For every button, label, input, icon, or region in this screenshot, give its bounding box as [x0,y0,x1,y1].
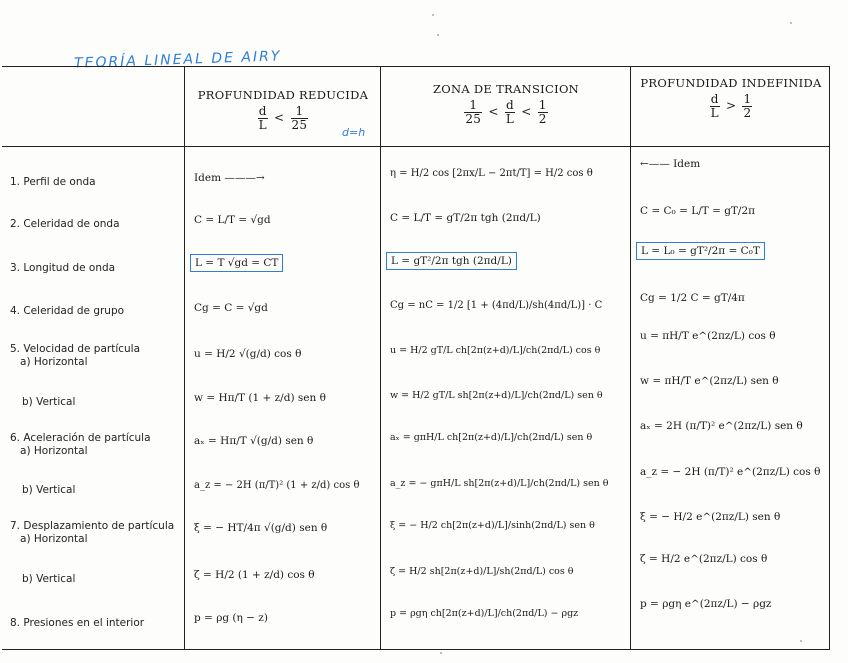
row-label: 3. Longitud de onda [10,262,116,274]
formula-shallow: w = Hπ/T (1 + z/d) sen θ [194,392,326,404]
scan-speck [432,14,434,16]
column-divider [380,66,381,650]
formula-deep-highlighted: L = L₀ = gT²/2π = C₀T [636,242,765,260]
formula-deep: Cg = 1/2 C = gT/4π [640,292,745,304]
formula-shallow-highlighted: L = T √gd = CT [190,254,283,272]
formula-shallow: ξ = − HT/4π √(g/d) sen θ [194,522,328,534]
formula-shallow: Cg = C = √gd [194,302,268,314]
row-label: 2. Celeridad de onda [10,218,120,230]
header-condition: $\frac{d}{L}$ > $\frac{1}{2}$ [710,92,752,120]
row-label: 8. Presiones en el interior [10,617,145,629]
formula-transition: w = H/2 gT/L sh[2π(z+d)/L]/ch(2πd/L) sen θ [390,390,603,401]
formula-deep: ζ = H/2 e^(2πz/L) cos θ [640,553,768,565]
scan-speck [437,34,439,36]
row-label: 5. Velocidad de partícula a) Horizontal [10,343,141,368]
formula-transition: ξ = − H/2 ch[2π(z+d)/L]/sinh(2πd/L) sen θ [390,520,595,531]
scan-speck [790,22,792,24]
formula-transition: u = H/2 gT/L ch[2π(z+d)/L]/ch(2πd/L) cos θ [390,345,601,356]
header-shallow [186,88,380,131]
formula-deep: aₓ = 2H (π/T)² e^(2πz/L) sen θ [640,420,803,432]
formula-deep: a_z = − 2H (π/T)² e^(2πz/L) cos θ [640,466,821,478]
header-condition: $\frac{1}{25}$ < $\frac{d}{L}$ < $\frac{1}{2}$ [465,98,547,126]
row-label: 4. Celeridad de grupo [10,305,125,317]
column-divider [630,66,631,650]
header-condition: $\frac{d}{L}$ < $\frac{1}{25}$ [258,104,308,132]
handwritten-title: TEORÍA LINEAL DE AIRY [73,48,282,72]
row-label: 7. Desplazamiento de partícula a) Horizontal [10,520,175,545]
annotation-d-equals-h: d=h [342,126,366,139]
formula-shallow: Idem ———→ [194,172,265,184]
header-title: PROFUNDIDAD INDEFINIDA [640,76,822,90]
formula-shallow: p = ρg (η − z) [194,612,268,624]
header-transition [382,82,630,125]
header-title: PROFUNDIDAD REDUCIDA [197,88,369,102]
scan-speck [440,652,442,654]
formula-deep: C = C₀ = L/T = gT/2π [640,205,756,217]
formula-transition: ζ = H/2 sh[2π(z+d)/L]/sh(2πd/L) cos θ [390,566,574,577]
formula-transition: aₓ = gπH/L ch[2π(z+d)/L]/ch(2πd/L) sen θ [390,432,593,443]
formula-deep: ξ = − H/2 e^(2πz/L) sen θ [640,511,781,523]
row-label: b) Vertical [22,573,76,585]
formula-transition-highlighted: L = gT²/2π tgh (2πd/L) [386,252,517,270]
formula-shallow: ζ = H/2 (1 + z/d) cos θ [194,569,315,581]
header-divider [2,146,830,147]
column-divider [184,66,185,650]
formula-shallow: a_z = − 2H (π/T)² (1 + z/d) cos θ [194,480,360,491]
formula-transition: a_z = − gπH/L sh[2π(z+d)/L]/ch(2πd/L) sen θ [390,478,609,489]
formula-deep: w = πH/T e^(2πz/L) sen θ [640,375,779,387]
row-label: 1. Perfil de onda [10,176,96,188]
formula-shallow: C = L/T = √gd [194,214,271,226]
formula-deep: u = πH/T e^(2πz/L) cos θ [640,330,776,342]
formula-transition: η = H/2 cos [2πx/L − 2πt/T] = H/2 cos θ [390,168,593,179]
formula-deep: ←—— Idem [640,158,701,170]
formula-transition: C = L/T = gT/2π tgh (2πd/L) [390,212,541,224]
row-label: 6. Aceleración de partícula a) Horizontal [10,432,151,457]
formula-shallow: u = H/2 √(g/d) cos θ [194,348,302,360]
header-deep [632,76,830,119]
formula-deep: p = ρgη e^(2πz/L) − ρgz [640,598,772,610]
formula-transition: Cg = nC = 1/2 [1 + (4πd/L)/sh(4πd/L)] · C [390,300,603,311]
formula-transition: p = ρgη ch[2π(z+d)/L]/ch(2πd/L) − ρgz [390,608,579,619]
header-title: ZONA DE TRANSICION [432,82,580,96]
formula-shallow: aₓ = Hπ/T √(g/d) sen θ [194,435,314,447]
row-label: b) Vertical [22,484,76,496]
scan-speck [800,640,802,642]
row-label: b) Vertical [22,396,76,408]
